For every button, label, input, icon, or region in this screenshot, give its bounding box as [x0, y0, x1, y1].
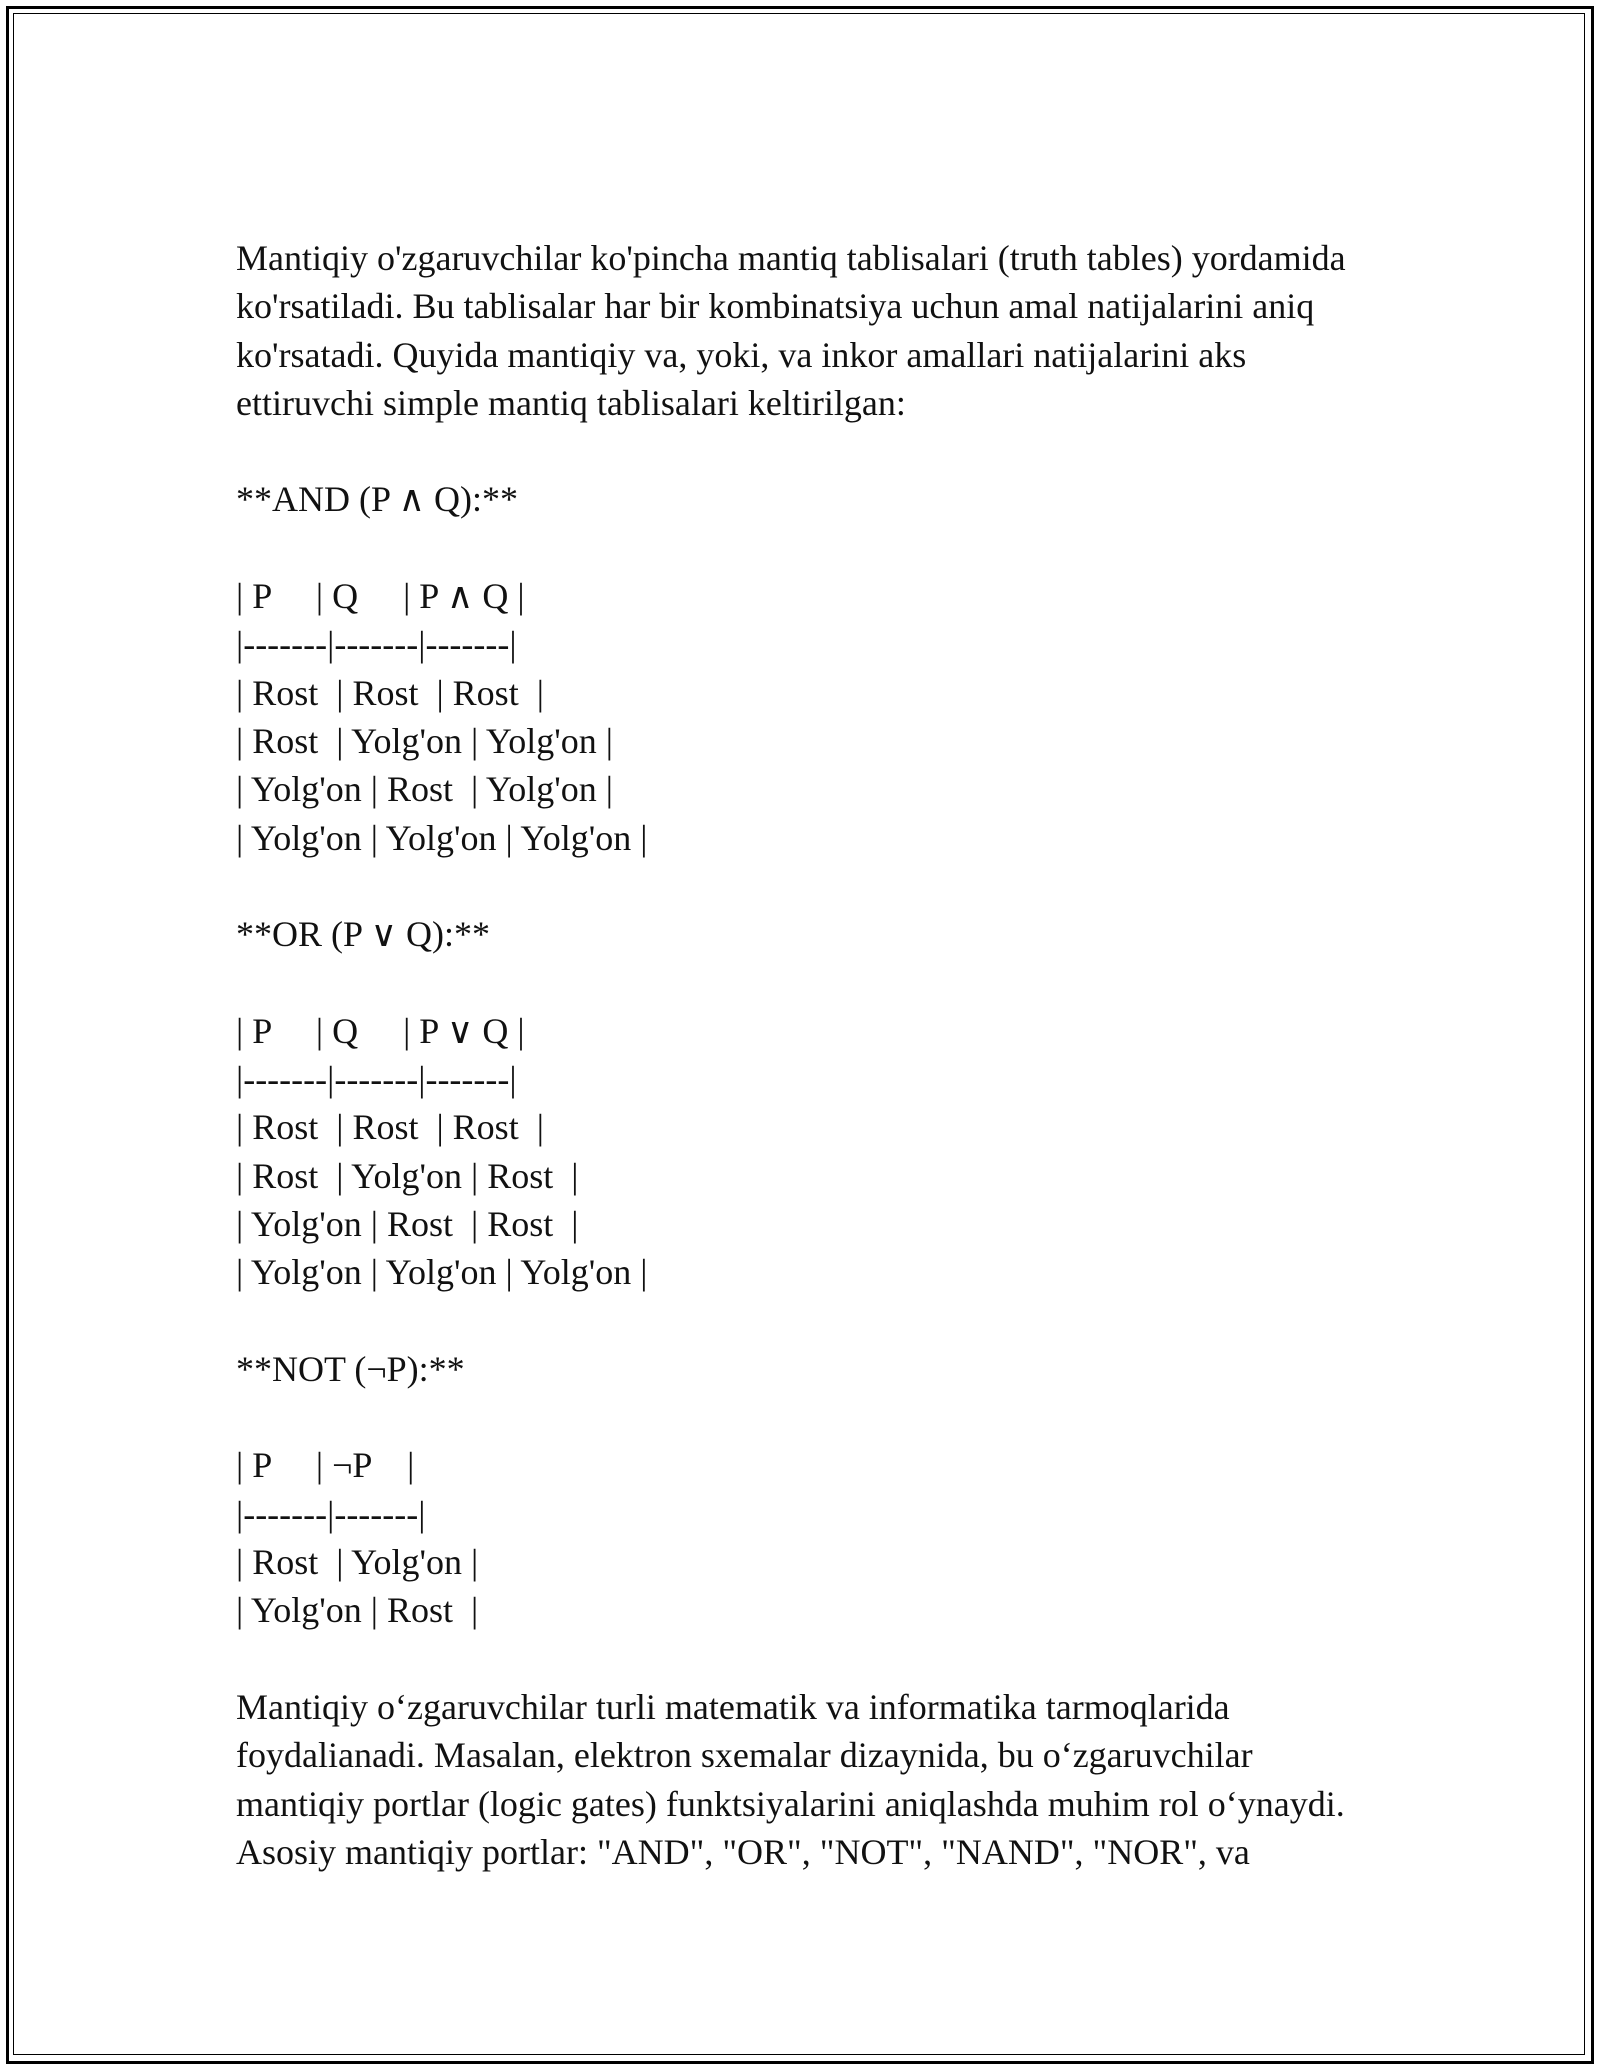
spacer — [236, 427, 1396, 475]
table-row: | Yolg'on | Rost | — [236, 1590, 479, 1631]
table-row: | Rost | Rost | Rost | — [236, 672, 544, 713]
table-row: |-------|-------| — [236, 1493, 426, 1534]
document-body — [236, 234, 1396, 1876]
intro-line: ko'rsatadi. Quyida mantiqiy va, yoki, va inkor amallari natijalarini aks — [236, 334, 1247, 375]
table-row: | Rost | Rost | Rost | — [236, 1107, 544, 1148]
table-row: | Yolg'on | Yolg'on | Yolg'on | — [236, 817, 648, 858]
not-truth-table — [236, 1441, 1396, 1634]
table-row: | Yolg'on | Rost | Yolg'on | — [236, 769, 613, 810]
table-row: | Rost | Yolg'on | Rost | — [236, 1155, 579, 1196]
closing-line: mantiqiy portlar (logic gates) funktsiyalarini aniqlashda muhim rol o‘ynaydi. — [236, 1783, 1345, 1824]
intro-paragraph — [236, 234, 1396, 427]
table-row: | P | Q | P ∧ Q | — [236, 576, 525, 617]
or-table-heading: **OR (P ∨ Q):** — [236, 914, 491, 955]
spacer — [236, 958, 1396, 1006]
table-row: | P | ¬P | — [236, 1445, 415, 1486]
spacer — [236, 1393, 1396, 1441]
intro-line: ko'rsatiladi. Bu tablisalar har bir kombinatsiya uchun amal natijalarini aniq — [236, 286, 1315, 327]
or-truth-table — [236, 1007, 1396, 1297]
and-truth-table — [236, 572, 1396, 862]
closing-line: Asosiy mantiqiy portlar: "AND", "OR", "NOT", "NAND", "NOR", va — [236, 1831, 1250, 1872]
intro-line: Mantiqiy o'zgaruvchilar ko'pincha mantiq tablisalari (truth tables) yordamida — [236, 238, 1346, 278]
and-table-heading: **AND (P ∧ Q):** — [236, 479, 519, 520]
table-row: |-------|-------|-------| — [236, 624, 517, 665]
not-table-heading: **NOT (¬P):** — [236, 1348, 465, 1389]
table-row: |-------|-------|-------| — [236, 1059, 517, 1100]
table-row: | Rost | Yolg'on | — [236, 1542, 479, 1583]
intro-line: ettiruvchi simple mantiq tablisalari keltirilgan: — [236, 382, 906, 423]
spacer — [236, 524, 1396, 572]
table-row: | Yolg'on | Yolg'on | Yolg'on | — [236, 1252, 648, 1293]
table-row: | Yolg'on | Rost | Rost | — [236, 1203, 579, 1244]
spacer — [236, 862, 1396, 910]
table-row: | Rost | Yolg'on | Yolg'on | — [236, 720, 613, 761]
spacer — [236, 1635, 1396, 1683]
table-row: | P | Q | P ∨ Q | — [236, 1010, 525, 1051]
closing-line: Mantiqiy o‘zgaruvchilar turli matematik va informatika tarmoqlarida — [236, 1686, 1230, 1727]
spacer — [236, 1297, 1396, 1345]
closing-line: foydalianadi. Masalan, elektron sxemalar dizaynida, bu o‘zgaruvchilar — [236, 1735, 1253, 1776]
closing-paragraph — [236, 1683, 1396, 1876]
